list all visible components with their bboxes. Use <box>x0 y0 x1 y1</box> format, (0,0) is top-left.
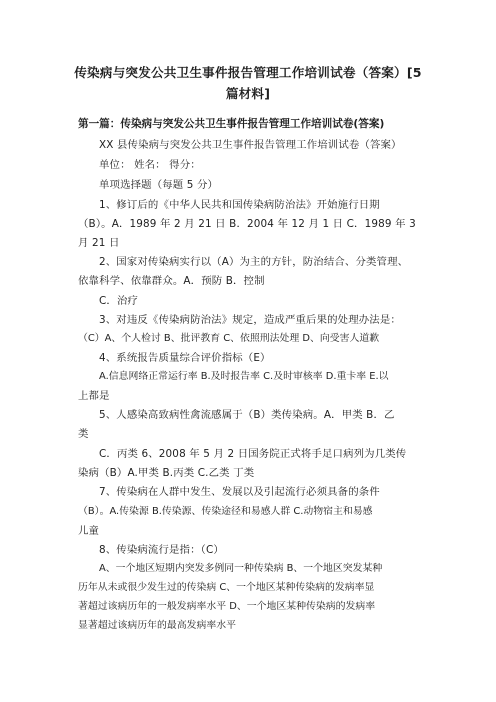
text-line: 上都是 <box>78 390 110 402</box>
text-line: A、一个地区短期内突发多例同一种传染病 B、一个地区突发某种 <box>99 563 383 574</box>
text-line: 月 21 日 <box>78 237 120 249</box>
text-line: 显著超过该病历年的最高发病率水平 <box>78 620 237 631</box>
document-title <box>60 62 436 104</box>
section-heading: 第一篇：传染病与突发公共卫生事件报告管理工作培训试卷(答案) <box>78 118 385 130</box>
text-line: （C）A、个人检讨 B、批评教育 C、依照刑法处理 D、向受害人道歉 <box>78 333 380 344</box>
text-line: 4、系统报告质量综合评价指标（E） <box>99 352 271 364</box>
text-line: C．丙类 6、2008 年 5 月 2 日国务院正式将手足口病列为几类传 <box>99 448 407 460</box>
text-line: A.信息网络正常运行率 B.及时报告率 C.及时审核率 D.重卡率 E.以 <box>99 371 389 382</box>
text-line: 单项选择题（每题 5 分） <box>99 179 219 191</box>
text-line: 儿童 <box>78 525 100 537</box>
text-line: C．治疗 <box>99 295 139 307</box>
text-line: 2、国家对传染病实行以（A）为主的方针，防治结合、分类管理、 <box>99 256 409 268</box>
text-line: 5、人感染高致病性禽流感属于（B）类传染病。A．甲类 B．乙 <box>99 409 395 421</box>
text-line: 依靠科学、依靠群众。A．预防 B．控制 <box>78 275 265 287</box>
text-line: XX 县传染病与突发公共卫生事件报告管理工作培训试卷（答案） <box>99 139 402 151</box>
text-line: 著超过该病历年的一般发病率水平 D、一个地区某种传染病的发病率 <box>78 601 376 612</box>
text-line: 7、传染病在人群中发生、发展以及引起流行必须具备的条件 <box>99 486 380 498</box>
title-line-1: 传染病与突发公共卫生事件报告管理工作培训试卷（答案）[5 <box>74 65 422 80</box>
text-line: 历年从未或很少发生过的传染病 C、一个地区某种传染病的发病率显 <box>78 582 375 593</box>
text-line: 染病（B）A.甲类 B.丙类 C.乙类 丁类 <box>78 467 255 479</box>
text-line: 类 <box>78 428 89 440</box>
text-line: 单位： 姓名： 得分： <box>99 159 201 171</box>
text-line: 3、对违反《传染病防治法》规定，造成严重后果的处理办法是： <box>99 314 401 326</box>
text-line: （B）。A．1989 年 2 月 21 日 B．2004 年 12 月 1 日 C．1989 年 3 <box>78 218 416 230</box>
text-line: 8、传染病流行是指：（C） <box>99 544 224 556</box>
text-line: （B）。A.传染源 B.传染源、传染途径和易感人群 C.动物宿主和易感 <box>78 506 373 517</box>
title-line-2: 篇材料] <box>225 86 271 101</box>
text-line: 1、修订后的《中华人民共和国传染病防治法》开始施行日期 <box>99 199 380 211</box>
